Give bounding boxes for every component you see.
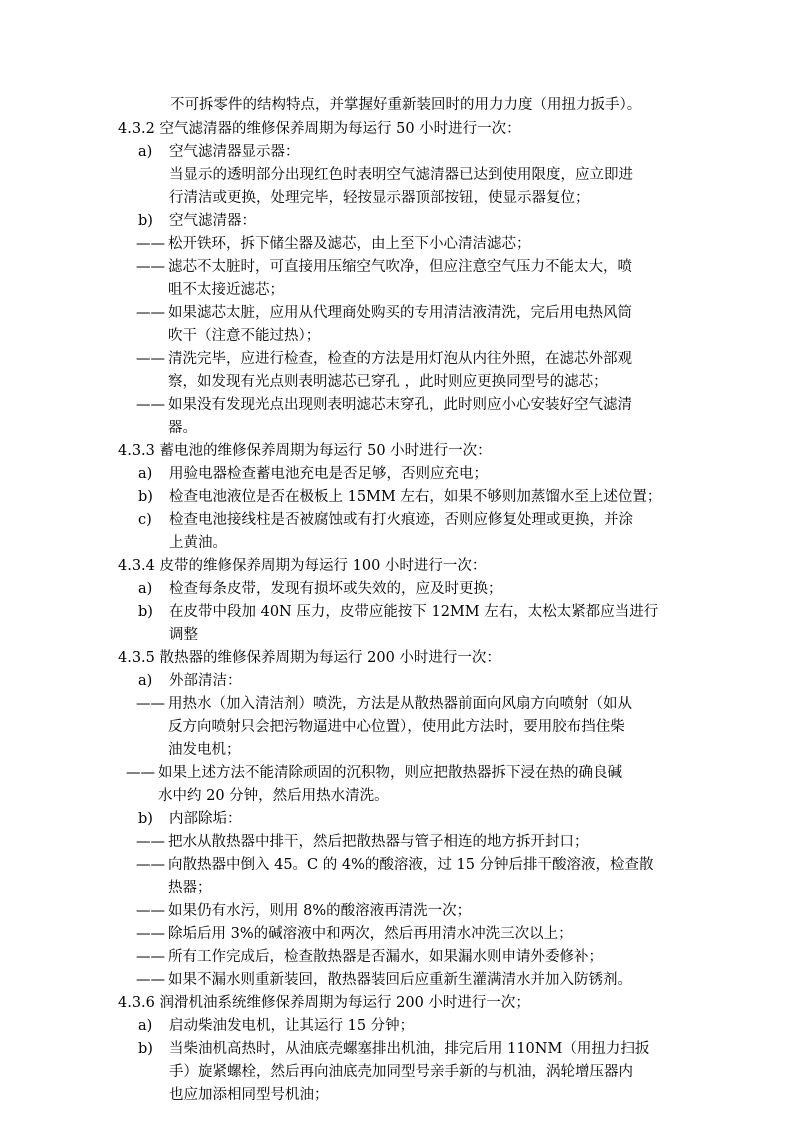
line-text: 除垢后用 3%的碱溶液中和两次，然后再用清水冲洗三次以上；: [168, 926, 573, 942]
list-item: [138, 600, 658, 624]
dash-item: [136, 830, 589, 854]
dash-marker: ——: [136, 696, 165, 712]
line-text: 器。: [168, 420, 197, 436]
dash-item: [126, 761, 622, 785]
section-number: 4.3.2: [118, 121, 155, 137]
line-text: 如果上述方法不能清除顽固的沉积物，则应把散热器拆下浸在热的确良碱: [158, 765, 622, 781]
dash-item: [136, 692, 632, 716]
text-line: [158, 784, 389, 808]
list-item: [138, 807, 242, 831]
text-line: [168, 370, 608, 394]
line-text: 如果滤芯太脏，应用从代理商处购买的专用清洁液清洗，完后用电热风筒: [168, 305, 632, 321]
line-text: 手）旋紧螺栓，然后再向油底壳加同型号亲手新的与机油，涡轮增压器内: [169, 1064, 633, 1080]
dash-item: [136, 922, 573, 946]
line-text: 水中约 20 分钟，然后用热水清洗。: [158, 788, 389, 804]
section-number: 4.3.6: [118, 995, 155, 1011]
dash-marker: ——: [136, 397, 165, 413]
line-text: 清洗完毕，应进行检查，检查的方法是用灯泡从内往外照，在滤芯外部观: [168, 351, 632, 367]
line-text: 察，如发现有光点则表明滤芯已穿孔 ，此时则应更换同型号的滤芯；: [168, 374, 608, 390]
dash-item: [136, 899, 471, 923]
item-marker: b): [138, 213, 153, 229]
line-text: 上黄油。: [169, 535, 227, 551]
line-text: 松开铁环，拆下储尘器及滤芯，由上至下小心清洁滤芯；: [168, 236, 531, 252]
dash-item: [136, 945, 603, 969]
item-marker: a): [138, 1018, 153, 1034]
section-heading: [118, 439, 492, 463]
line-text: 吹干（注意不能过热）；: [168, 328, 321, 344]
dash-item: [136, 393, 632, 417]
line-text: 所有工作完成后，检查散热器是否漏水，如果漏水则申请外委修补；: [168, 949, 603, 965]
text-line: [169, 163, 633, 187]
line-text: 散热器的维修保养周期为每运行 200 小时进行一次：: [159, 650, 501, 666]
line-text: 用热水（加入清洁剂）喷洗，方法是从散热器前面向风扇方向喷射（如从: [168, 696, 632, 712]
line-text: 检查电池接线柱是否被腐蚀或有打火痕迹，否则应修复处理或更换，并涂: [169, 512, 633, 528]
text-line: [168, 738, 241, 762]
line-text: 油发电机；: [168, 742, 241, 758]
text-line: [168, 876, 212, 900]
dash-marker: ——: [136, 305, 165, 321]
line-text: 如果不漏水则重新装回，散热器装回后应重新生灌满清水并加入防锈剂。: [168, 972, 632, 988]
dash-item: [136, 968, 632, 992]
line-text: 启动柴油发电机，让其运行 15 分钟；: [169, 1018, 415, 1034]
text-line: [169, 1083, 329, 1107]
dash-item: [136, 853, 654, 877]
line-text: 空气滤清器：: [169, 213, 256, 229]
item-marker: b): [138, 1041, 153, 1057]
list-item: [138, 1014, 414, 1038]
text-line: [168, 278, 284, 302]
section-heading: [118, 554, 486, 578]
dash-marker: ——: [136, 259, 165, 275]
list-item: [138, 209, 256, 233]
dash-marker: ——: [136, 834, 165, 850]
line-text: 热器；: [168, 880, 212, 896]
dash-item: [136, 255, 632, 279]
line-text: 检查每条皮带，发现有损坏或失效的，应及时更换；: [169, 581, 503, 597]
item-marker: b): [138, 604, 153, 620]
section-heading: [118, 991, 530, 1015]
item-marker: a): [138, 581, 153, 597]
line-text: 不可拆零件的结构特点，并掌握好重新装回时的用力力度（用扭力扳手）。: [170, 97, 642, 113]
section-number: 4.3.4: [118, 558, 155, 574]
item-marker: a): [138, 144, 153, 160]
item-marker: b): [138, 811, 153, 827]
line-text: 皮带的维修保养周期为每运行 100 小时进行一次：: [159, 558, 487, 574]
list-item: [138, 462, 488, 486]
dash-marker: ——: [126, 765, 155, 781]
line-text: 当柴油机高热时，从油底壳螺塞排出机油，排完后用 110NM（用扭力扫扳: [169, 1041, 650, 1057]
dash-item: [136, 347, 632, 371]
line-text: 也应加添相同型号机油；: [169, 1087, 329, 1103]
text-line: [170, 93, 641, 117]
section-number: 4.3.5: [118, 650, 155, 666]
item-marker: c): [138, 512, 152, 528]
item-marker: a): [138, 673, 153, 689]
text-line: [169, 623, 198, 647]
line-text: 内部除垢：: [169, 811, 242, 827]
item-marker: a): [138, 466, 153, 482]
line-text: 调整: [169, 627, 198, 643]
line-text: 滤芯不太脏时，可直接用压缩空气吹净，但应注意空气压力不能太大，喷: [168, 259, 632, 275]
line-text: 当显示的透明部分出现红色时表明空气滤清器已达到使用限度，应立即进: [169, 167, 633, 183]
line-text: 行清洁或更换，处理完毕，轻按显示器顶部按钮，使显示器复位；: [169, 190, 590, 206]
dash-marker: ——: [136, 857, 165, 873]
line-text: 用验电器检查蓄电池充电是否足够，否则应充电；: [169, 466, 488, 482]
item-marker: b): [138, 489, 153, 505]
line-text: 在皮带中段加 40N 压力，皮带应能按下 12MM 左右，太松太紧都应当进行: [169, 604, 659, 620]
list-item: [138, 140, 300, 164]
line-text: 向散热器中倒入 45。C 的 4%的酸溶液，过 15 分钟后排干酸溶液，检查散: [168, 857, 654, 873]
list-item: [138, 1037, 649, 1061]
line-text: 空气滤清器显示器：: [169, 144, 300, 160]
dash-item: [136, 232, 531, 256]
text-line: [168, 715, 625, 739]
line-text: 空气滤清器的维修保养周期为每运行 50 小时进行一次：: [159, 121, 521, 137]
line-text: 如果没有发现光点出现则表明滤芯末穿孔，此时则应小心安装好空气滤清: [168, 397, 632, 413]
section-heading: [118, 117, 521, 141]
text-line: [169, 531, 227, 555]
text-line: [169, 1060, 633, 1084]
list-item: [138, 485, 661, 509]
text-line: [169, 186, 590, 210]
dash-marker: ——: [136, 236, 165, 252]
list-item: [138, 577, 503, 601]
dash-marker: ——: [136, 972, 165, 988]
dash-marker: ——: [136, 351, 165, 367]
list-item: [138, 508, 633, 532]
text-line: [168, 416, 197, 440]
line-text: 如果仍有水污，则用 8%的酸溶液再清洗一次；: [168, 903, 472, 919]
dash-item: [136, 301, 632, 325]
line-text: 外部清洁：: [169, 673, 242, 689]
list-item: [138, 669, 242, 693]
line-text: 蓄电池的维修保养周期为每运行 50 小时进行一次：: [159, 443, 492, 459]
section-number: 4.3.3: [118, 443, 155, 459]
line-text: 咀不太接近滤芯；: [168, 282, 284, 298]
line-text: 检查电池液位是否在极板上 15MM 左右，如果不够则加蒸馏水至上述位置；: [169, 489, 662, 505]
line-text: 把水从散热器中排干，然后把散热器与管子相连的地方拆开封口；: [168, 834, 589, 850]
dash-marker: ——: [136, 949, 165, 965]
line-text: 反方向喷射只会把污物逼进中心位置），使用此方法时，要用胶布挡住柴: [168, 719, 625, 735]
line-text: 润滑机油系统维修保养周期为每运行 200 小时进行一次；: [159, 995, 530, 1011]
dash-marker: ——: [136, 903, 165, 919]
text-line: [168, 324, 320, 348]
section-heading: [118, 646, 501, 670]
dash-marker: ——: [136, 926, 165, 942]
